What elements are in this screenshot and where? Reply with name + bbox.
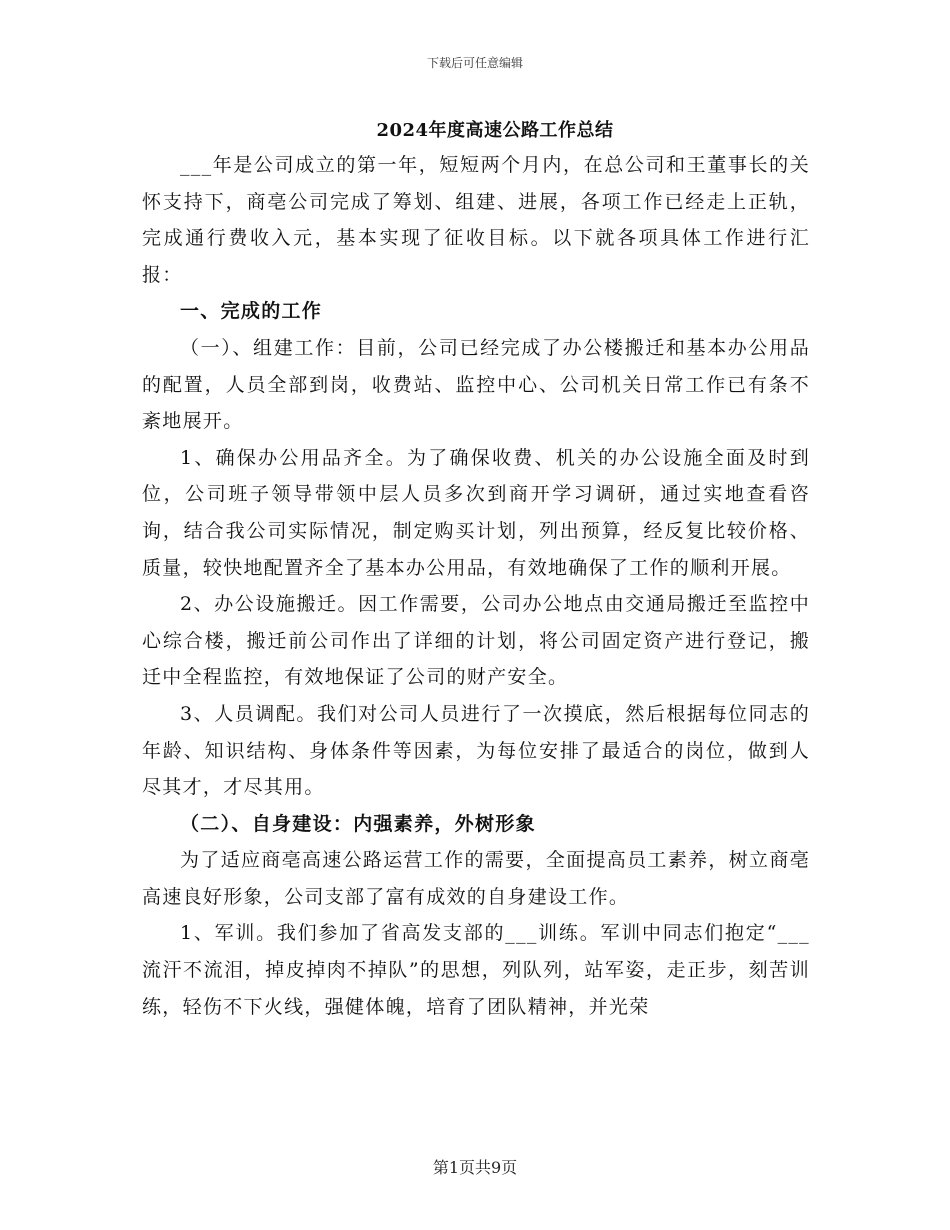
document-body (142, 147, 810, 1025)
section-heading-self-building: （二）、自身建设：内强素养，外树形象 (180, 812, 536, 835)
header-note: 下载后可任意编辑 (426, 56, 523, 70)
paragraph-office-supplies: 1、确保办公用品齐全。为了确保收费、机关的办公设施全面及时到位，公司班子领导带领中层人员多次到商开学习调研，通过实地查看咨询，结合我公司实际情况，制定购买计划，列出预算，经反复比较价格、质量，较快地配置齐全了基本办公用品，有效地确保了工作的顺利开展。 (142, 446, 810, 579)
page-number: 第1页共9页 (432, 1158, 518, 1177)
paragraph-office-relocation: 2、办公设施搬迁。因工作需要，公司办公地点由交通局搬迁至监控中心综合楼，搬迁前公司作出了详细的计划，将公司固定资产进行登记，搬迁中全程监控，有效地保证了公司的财产安全。 (142, 593, 810, 689)
paragraph-staff-allocation: 3、人员调配。我们对公司人员进行了一次摸底，然后根据每位同志的年龄、知识结构、身体条件等因素，为每位安排了最适合的岗位，做到人尽其才，才尽其用。 (142, 702, 810, 799)
document-title: 2024年度高速公路工作总结 (376, 120, 614, 141)
section-heading-completed-work: 一、完成的工作 (180, 300, 323, 323)
paragraph-intro: ___年是公司成立的第一年，短短两个月内，在总公司和王董事长的关怀支持下，商亳公司完成了筹划、组建、进展，各项工作已经走上正轨，完成通行费收入元，基本实现了征收目标。以下就各项具体工作进行汇报： (142, 154, 810, 286)
paragraph-self-building-intro: 为了适应商亳高速公路运营工作的需要，全面提高员工素养，树立商亳高速良好形象，公司支部了富有成效的自身建设工作。 (142, 849, 810, 908)
paragraph-military-training: 1、军训。我们参加了省高发支部的___训练。军训中同志们抱定“___流汗不流泪，掉皮掉肉不掉队”的思想，列队列，站军姿，走正步，刻苦训练，轻伤不下火线，强健体魄，培育了团队精神，并光荣 (142, 922, 810, 1018)
paragraph-organization: （一）、组建工作：目前，公司已经完成了办公楼搬迁和基本办公用品的配置，人员全部到岗，收费站、监控中心、公司机关日常工作已有条不紊地展开。 (142, 336, 810, 433)
